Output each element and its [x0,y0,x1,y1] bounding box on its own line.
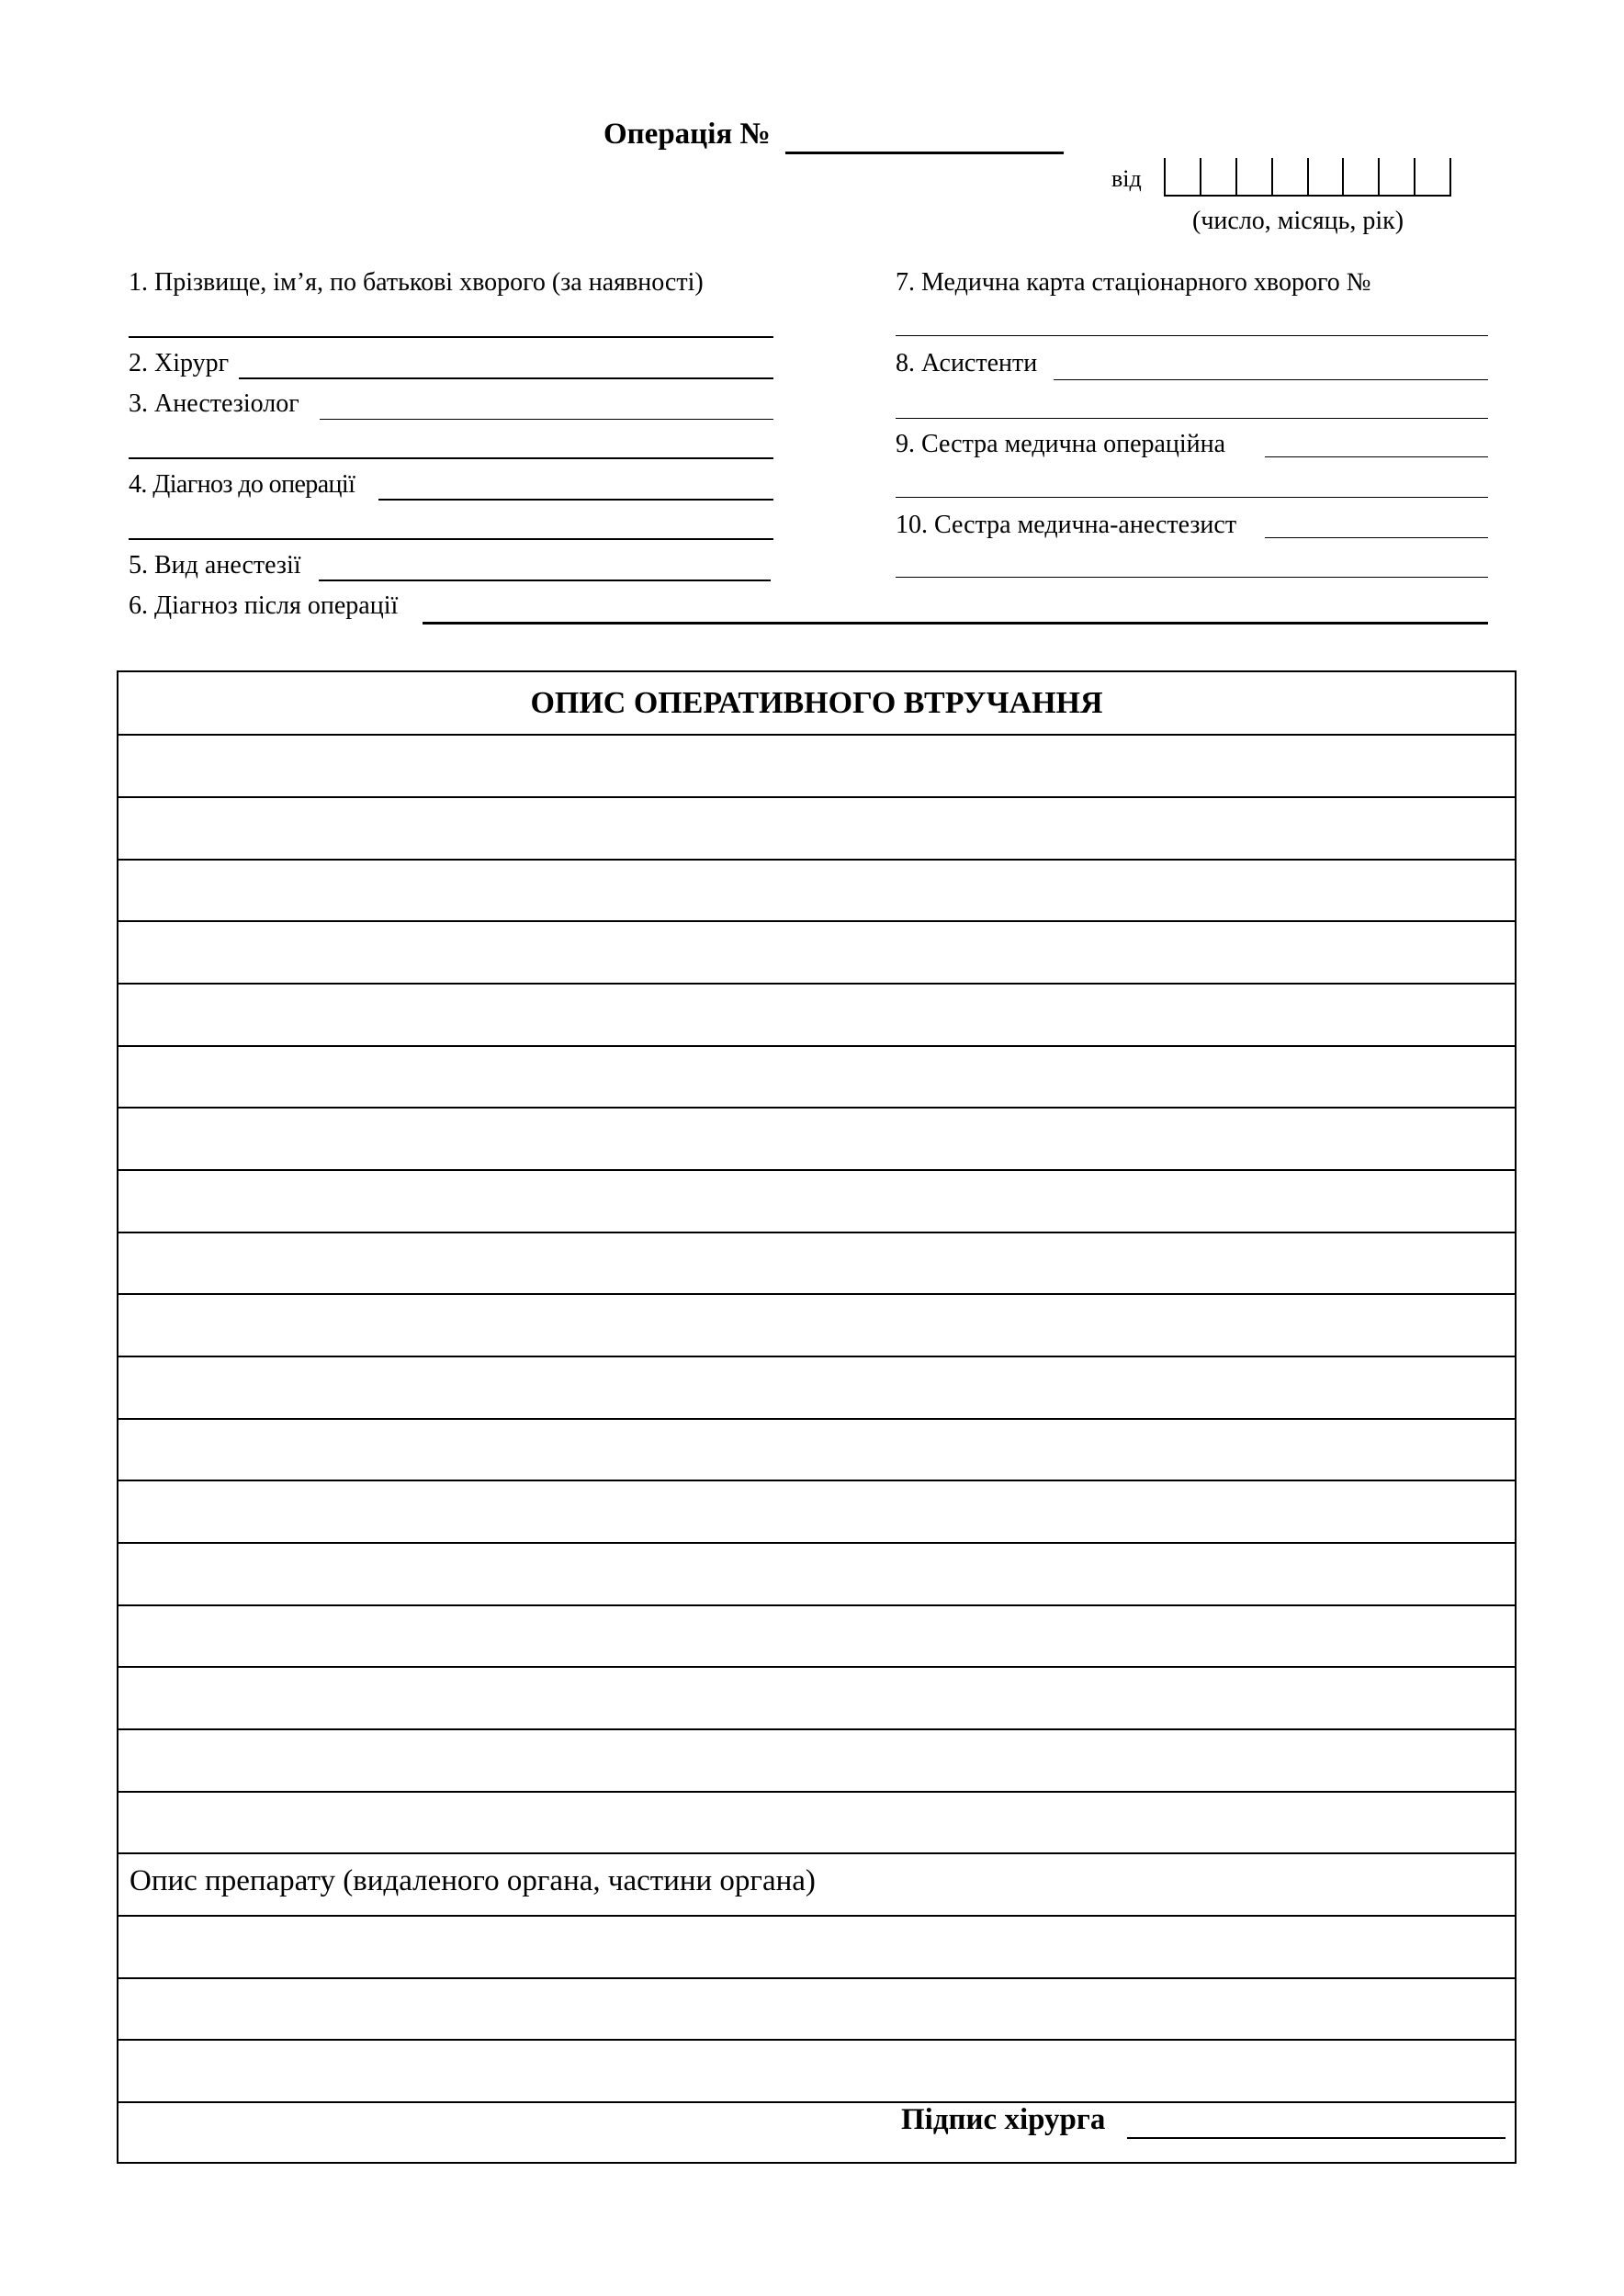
medical-card-line[interactable] [896,335,1488,336]
medical-card-label: 7. Медична карта стаціонарного хворого № [896,268,1371,297]
table-row[interactable] [118,1356,1515,1357]
patient-name-label: 1. Прізвище, ім’я, по батькові хворого (за наявності) [129,268,704,297]
operating-nurse-line-2[interactable] [896,497,1488,498]
table-row[interactable] [118,1604,1515,1606]
patient-name-line[interactable] [129,336,773,338]
date-cell[interactable] [1380,158,1415,195]
table-row[interactable] [118,1107,1515,1109]
anesthesiologist-label: 3. Анестезіолог [129,389,299,418]
table-row[interactable] [118,1293,1515,1295]
anesthesiologist-line[interactable] [320,419,773,420]
table-row[interactable] [118,859,1515,861]
diagnosis-before-line[interactable] [378,499,773,501]
date-cell[interactable] [1237,158,1273,195]
diagnosis-before-label: 4. Діагноз до операції [129,470,355,499]
form-title: Операція № [603,118,771,151]
date-cell[interactable] [1344,158,1380,195]
table-row[interactable] [118,920,1515,922]
diagnosis-after-label: 6. Діагноз після операції [129,591,399,620]
table-row[interactable] [118,1915,1515,1917]
surgeon-label: 2. Хірург [129,349,230,377]
anesthetist-nurse-line[interactable] [1265,537,1488,538]
operation-description-table [117,670,1517,2164]
table-row[interactable] [118,796,1515,798]
date-boxes[interactable] [1164,158,1451,197]
table-row[interactable] [118,1852,1515,1854]
table-row[interactable] [118,1791,1515,1793]
date-cell[interactable] [1166,158,1201,195]
table-row[interactable] [118,1977,1515,1979]
date-cell[interactable] [1415,158,1451,195]
table-row[interactable] [118,1666,1515,1668]
date-cell[interactable] [1201,158,1237,195]
diagnosis-before-line-2[interactable] [129,538,773,540]
table-row[interactable] [118,734,1515,736]
signature-label: Підпис хірурга [901,2103,1106,2136]
table-row[interactable] [118,1728,1515,1730]
table-row[interactable] [118,1480,1515,1481]
diagnosis-after-line[interactable] [423,622,1488,625]
surgeon-line[interactable] [239,377,773,379]
date-cell[interactable] [1273,158,1309,195]
table-title: ОПИС ОПЕРАТИВНОГО ВТРУЧАННЯ [530,685,1103,720]
anesthetist-nurse-label: 10. Сестра медична-анестезист [896,511,1237,539]
operating-nurse-line[interactable] [1265,456,1488,457]
table-row[interactable] [118,1542,1515,1544]
anesthetist-nurse-line-2[interactable] [896,577,1488,578]
anesthesia-type-line[interactable] [319,580,771,581]
assistants-line[interactable] [1054,379,1488,380]
anesthesia-type-label: 5. Вид анестезії [129,551,301,580]
table-row[interactable] [118,1232,1515,1233]
anesthesiologist-line-2[interactable] [129,457,773,459]
date-cell[interactable] [1309,158,1345,195]
table-row[interactable] [118,2101,1515,2103]
table-row[interactable] [118,983,1515,985]
signature-line[interactable] [1127,2137,1506,2139]
table-row[interactable] [118,2039,1515,2041]
operating-nurse-label: 9. Сестра медична операційна [896,430,1226,458]
assistants-label: 8. Асистенти [896,349,1038,377]
date-prefix: від [1111,165,1142,192]
assistants-line-2[interactable] [896,418,1488,419]
table-row[interactable] [118,1418,1515,1420]
date-hint: (число, місяць, рік) [1192,207,1404,235]
operation-number-line[interactable] [785,152,1064,154]
table-row[interactable] [118,1169,1515,1171]
specimen-label: Опис препарату (видаленого органа, частини органа) [130,1864,816,1897]
table-row[interactable] [118,1045,1515,1047]
